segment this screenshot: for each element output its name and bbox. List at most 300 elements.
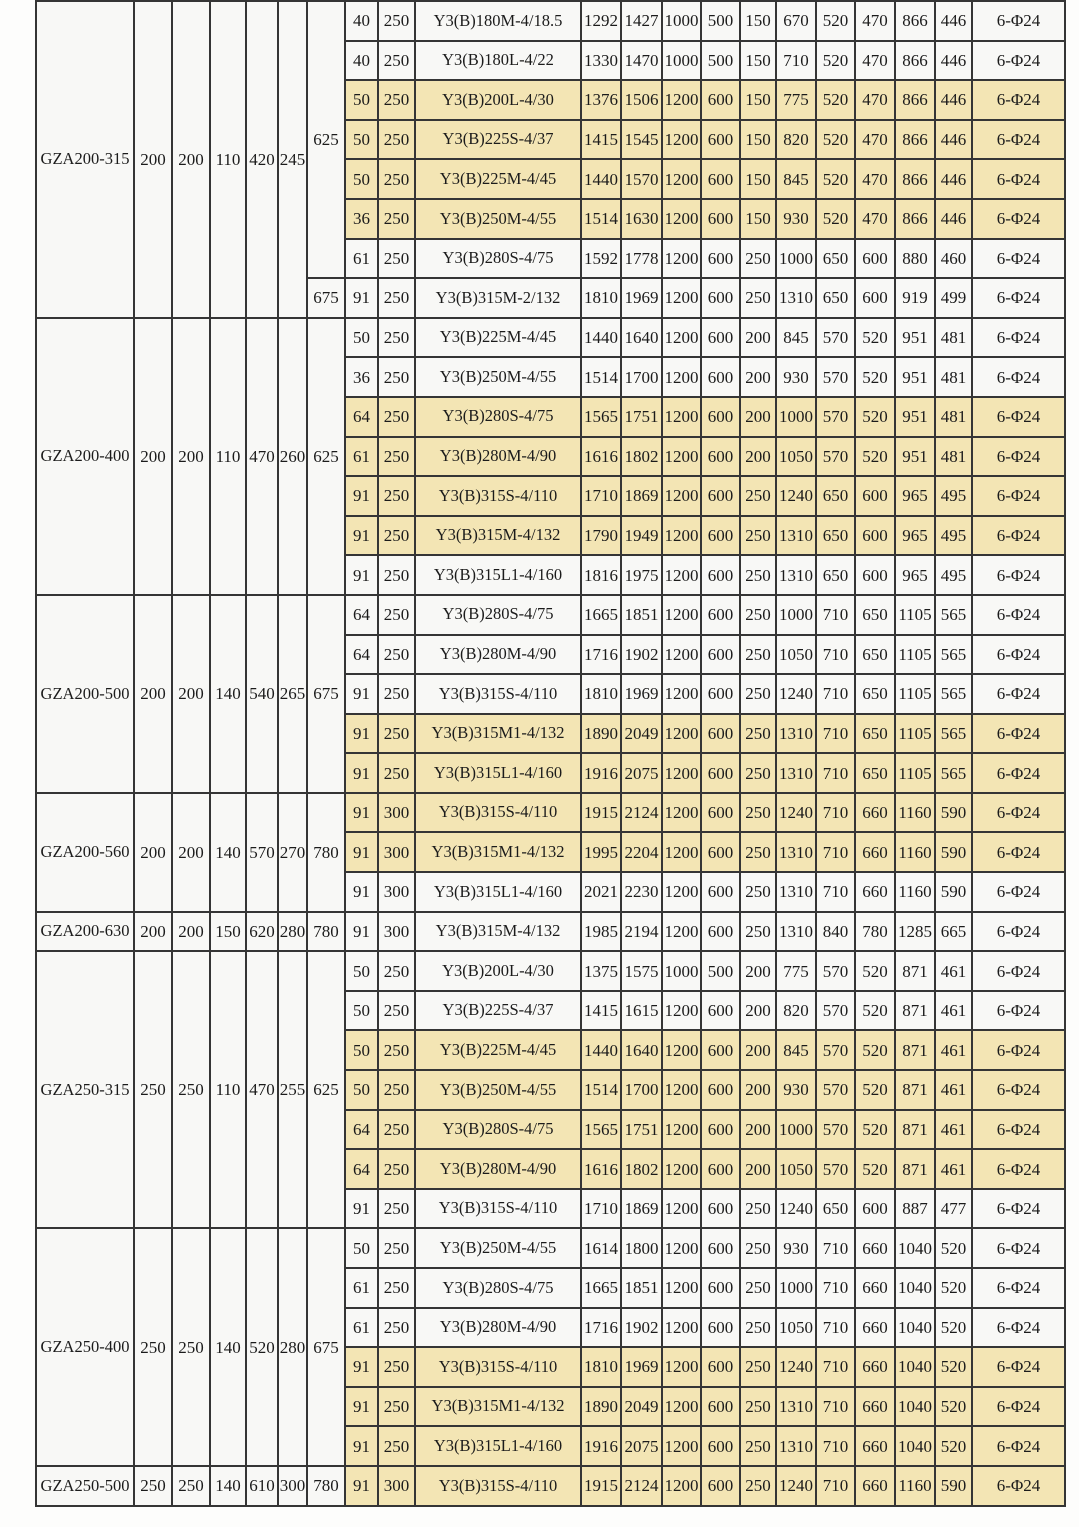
value-cell: 470 xyxy=(855,199,895,239)
dim-cell: 140 xyxy=(210,1228,246,1466)
value-cell: 470 xyxy=(855,41,895,81)
value-cell: 2204 xyxy=(621,832,662,872)
value-cell: 1640 xyxy=(621,318,662,358)
value-cell: 446 xyxy=(935,80,972,120)
dim-cell: 300 xyxy=(278,1466,307,1506)
dim-cell: 150 xyxy=(210,912,246,952)
value-cell: 1415 xyxy=(581,991,621,1031)
motor-cell: Y3(B)280M-4/90 xyxy=(415,1308,581,1348)
value-cell: 965 xyxy=(895,555,935,595)
model-cell: GZA250-500 xyxy=(36,1466,134,1506)
value-cell: 1700 xyxy=(621,357,662,397)
value-cell: 520 xyxy=(935,1308,972,1348)
value-cell: 710 xyxy=(816,674,855,714)
motor-cell: Y3(B)180L-4/22 xyxy=(415,41,581,81)
value-cell: 1995 xyxy=(581,832,621,872)
value-cell: 570 xyxy=(816,1149,855,1189)
motor-cell: Y3(B)280S-4/75 xyxy=(415,239,581,279)
value-cell: 710 xyxy=(816,872,855,912)
value-cell: 570 xyxy=(816,991,855,1031)
value-cell: 1310 xyxy=(776,912,816,952)
value-cell: 1160 xyxy=(895,832,935,872)
value-cell: 1440 xyxy=(581,1030,621,1070)
shaft-cell: 250 xyxy=(378,1070,415,1110)
value-cell: 600 xyxy=(701,1110,740,1150)
value-cell: 1890 xyxy=(581,1387,621,1427)
value-cell: 600 xyxy=(701,793,740,833)
value-cell: 1440 xyxy=(581,159,621,199)
shaft-cell: 250 xyxy=(378,714,415,754)
span-cell: 675 xyxy=(307,1228,345,1466)
value-cell: 1514 xyxy=(581,357,621,397)
value-cell: 1514 xyxy=(581,199,621,239)
value-cell: 200 xyxy=(740,991,776,1031)
dim-cell: 140 xyxy=(210,793,246,912)
shaft-cell: 300 xyxy=(378,872,415,912)
shaft-cell: 250 xyxy=(378,1189,415,1229)
dim-cell: 260 xyxy=(278,318,307,595)
value-cell: 1200 xyxy=(662,674,701,714)
value-cell: 919 xyxy=(895,278,935,318)
value-cell: 1310 xyxy=(776,1387,816,1427)
span-cell: 625 xyxy=(307,318,345,595)
shaft-cell: 250 xyxy=(378,437,415,477)
value-cell: 520 xyxy=(935,1426,972,1466)
span-cell: 675 xyxy=(307,595,345,793)
value-cell: 650 xyxy=(855,674,895,714)
value-cell: 871 xyxy=(895,991,935,1031)
dim-cell: 255 xyxy=(278,951,307,1228)
value-cell: 1751 xyxy=(621,1110,662,1150)
dim-cell: 540 xyxy=(246,595,278,793)
ratio-cell: 91 xyxy=(345,793,378,833)
value-cell: 520 xyxy=(855,1149,895,1189)
value-cell: 6-Φ24 xyxy=(972,674,1065,714)
value-cell: 200 xyxy=(740,397,776,437)
value-cell: 6-Φ24 xyxy=(972,80,1065,120)
shaft-cell: 250 xyxy=(378,1308,415,1348)
value-cell: 600 xyxy=(701,832,740,872)
value-cell: 590 xyxy=(935,1466,972,1506)
table-row xyxy=(36,1228,1065,1268)
span-cell: 625 xyxy=(307,951,345,1228)
value-cell: 930 xyxy=(776,357,816,397)
value-cell: 1200 xyxy=(662,753,701,793)
value-cell: 1050 xyxy=(776,635,816,675)
value-cell: 710 xyxy=(816,595,855,635)
shaft-cell: 250 xyxy=(378,159,415,199)
value-cell: 461 xyxy=(935,951,972,991)
shaft-cell: 250 xyxy=(378,476,415,516)
value-cell: 1200 xyxy=(662,199,701,239)
value-cell: 1292 xyxy=(581,1,621,41)
value-cell: 600 xyxy=(701,1149,740,1189)
value-cell: 1200 xyxy=(662,555,701,595)
value-cell: 600 xyxy=(855,555,895,595)
motor-cell: Y3(B)315S-4/110 xyxy=(415,476,581,516)
dim-cell: 280 xyxy=(278,912,307,952)
value-cell: 6-Φ24 xyxy=(972,1149,1065,1189)
value-cell: 250 xyxy=(740,1426,776,1466)
value-cell: 1240 xyxy=(776,674,816,714)
value-cell: 6-Φ24 xyxy=(972,120,1065,160)
value-cell: 600 xyxy=(701,555,740,595)
value-cell: 570 xyxy=(816,1030,855,1070)
dim-cell: 200 xyxy=(172,1,210,318)
value-cell: 866 xyxy=(895,199,935,239)
value-cell: 600 xyxy=(701,476,740,516)
value-cell: 650 xyxy=(855,595,895,635)
value-cell: 1200 xyxy=(662,437,701,477)
value-cell: 930 xyxy=(776,1228,816,1268)
ratio-cell: 50 xyxy=(345,991,378,1031)
value-cell: 200 xyxy=(740,1149,776,1189)
value-cell: 600 xyxy=(701,1228,740,1268)
value-cell: 1778 xyxy=(621,239,662,279)
value-cell: 710 xyxy=(816,1347,855,1387)
value-cell: 565 xyxy=(935,595,972,635)
motor-cell: Y3(B)225M-4/45 xyxy=(415,1030,581,1070)
value-cell: 1810 xyxy=(581,674,621,714)
value-cell: 1200 xyxy=(662,516,701,556)
ratio-cell: 50 xyxy=(345,951,378,991)
value-cell: 1310 xyxy=(776,555,816,595)
value-cell: 570 xyxy=(816,1070,855,1110)
value-cell: 1200 xyxy=(662,120,701,160)
value-cell: 600 xyxy=(701,1387,740,1427)
value-cell: 470 xyxy=(855,120,895,160)
value-cell: 6-Φ24 xyxy=(972,1387,1065,1427)
value-cell: 600 xyxy=(701,1268,740,1308)
value-cell: 1969 xyxy=(621,1347,662,1387)
value-cell: 965 xyxy=(895,516,935,556)
dim-cell: 280 xyxy=(278,1228,307,1466)
value-cell: 565 xyxy=(935,635,972,675)
ratio-cell: 91 xyxy=(345,1466,378,1506)
value-cell: 600 xyxy=(855,239,895,279)
motor-cell: Y3(B)315L1-4/160 xyxy=(415,753,581,793)
value-cell: 1000 xyxy=(662,1,701,41)
value-cell: 710 xyxy=(816,1426,855,1466)
shaft-cell: 250 xyxy=(378,41,415,81)
motor-cell: Y3(B)315S-4/110 xyxy=(415,1466,581,1506)
shaft-cell: 250 xyxy=(378,1347,415,1387)
value-cell: 866 xyxy=(895,80,935,120)
value-cell: 650 xyxy=(816,476,855,516)
value-cell: 470 xyxy=(855,80,895,120)
value-cell: 845 xyxy=(776,1030,816,1070)
value-cell: 1616 xyxy=(581,437,621,477)
value-cell: 880 xyxy=(895,239,935,279)
value-cell: 1105 xyxy=(895,595,935,635)
value-cell: 710 xyxy=(816,714,855,754)
value-cell: 951 xyxy=(895,437,935,477)
value-cell: 520 xyxy=(816,120,855,160)
table-row xyxy=(36,951,1065,991)
value-cell: 6-Φ24 xyxy=(972,1110,1065,1150)
value-cell: 1200 xyxy=(662,1030,701,1070)
dim-cell: 250 xyxy=(172,951,210,1228)
value-cell: 6-Φ24 xyxy=(972,595,1065,635)
value-cell: 1200 xyxy=(662,318,701,358)
shaft-cell: 250 xyxy=(378,397,415,437)
value-cell: 6-Φ24 xyxy=(972,714,1065,754)
value-cell: 520 xyxy=(855,1030,895,1070)
value-cell: 820 xyxy=(776,120,816,160)
ratio-cell: 64 xyxy=(345,635,378,675)
value-cell: 951 xyxy=(895,397,935,437)
value-cell: 250 xyxy=(740,872,776,912)
value-cell: 1985 xyxy=(581,912,621,952)
value-cell: 461 xyxy=(935,1149,972,1189)
value-cell: 481 xyxy=(935,318,972,358)
value-cell: 1285 xyxy=(895,912,935,952)
value-cell: 650 xyxy=(855,753,895,793)
value-cell: 866 xyxy=(895,120,935,160)
value-cell: 710 xyxy=(816,1387,855,1427)
value-cell: 499 xyxy=(935,278,972,318)
value-cell: 1040 xyxy=(895,1308,935,1348)
motor-cell: Y3(B)315S-4/110 xyxy=(415,1189,581,1229)
value-cell: 6-Φ24 xyxy=(972,476,1065,516)
value-cell: 1200 xyxy=(662,595,701,635)
value-cell: 6-Φ24 xyxy=(972,1189,1065,1229)
value-cell: 887 xyxy=(895,1189,935,1229)
value-cell: 570 xyxy=(816,1110,855,1150)
value-cell: 200 xyxy=(740,1110,776,1150)
motor-cell: Y3(B)315S-4/110 xyxy=(415,1347,581,1387)
value-cell: 6-Φ24 xyxy=(972,516,1065,556)
ratio-cell: 50 xyxy=(345,80,378,120)
dim-cell: 420 xyxy=(246,1,278,318)
dim-cell: 245 xyxy=(278,1,307,318)
model-cell: GZA200-500 xyxy=(36,595,134,793)
value-cell: 1200 xyxy=(662,1268,701,1308)
value-cell: 1869 xyxy=(621,1189,662,1229)
shaft-cell: 250 xyxy=(378,516,415,556)
shaft-cell: 250 xyxy=(378,239,415,279)
value-cell: 1040 xyxy=(895,1347,935,1387)
value-cell: 1200 xyxy=(662,159,701,199)
motor-cell: Y3(B)315M-4/132 xyxy=(415,912,581,952)
value-cell: 660 xyxy=(855,872,895,912)
value-cell: 150 xyxy=(740,1,776,41)
value-cell: 590 xyxy=(935,872,972,912)
value-cell: 1310 xyxy=(776,278,816,318)
value-cell: 600 xyxy=(701,674,740,714)
dim-cell: 200 xyxy=(134,318,172,595)
value-cell: 6-Φ24 xyxy=(972,991,1065,1031)
value-cell: 2049 xyxy=(621,1387,662,1427)
value-cell: 710 xyxy=(816,753,855,793)
value-cell: 1200 xyxy=(662,793,701,833)
value-cell: 600 xyxy=(701,120,740,160)
value-cell: 1200 xyxy=(662,714,701,754)
value-cell: 1200 xyxy=(662,991,701,1031)
ratio-cell: 64 xyxy=(345,1110,378,1150)
value-cell: 2075 xyxy=(621,1426,662,1466)
ratio-cell: 40 xyxy=(345,1,378,41)
motor-cell: Y3(B)315L1-4/160 xyxy=(415,1426,581,1466)
value-cell: 1000 xyxy=(776,1268,816,1308)
value-cell: 495 xyxy=(935,555,972,595)
value-cell: 461 xyxy=(935,1070,972,1110)
dim-cell: 250 xyxy=(172,1228,210,1466)
motor-cell: Y3(B)280S-4/75 xyxy=(415,1110,581,1150)
value-cell: 250 xyxy=(740,1466,776,1506)
value-cell: 481 xyxy=(935,397,972,437)
dim-cell: 200 xyxy=(172,595,210,793)
value-cell: 1949 xyxy=(621,516,662,556)
value-cell: 520 xyxy=(935,1228,972,1268)
ratio-cell: 91 xyxy=(345,872,378,912)
value-cell: 1240 xyxy=(776,476,816,516)
value-cell: 1040 xyxy=(895,1268,935,1308)
value-cell: 1310 xyxy=(776,753,816,793)
value-cell: 500 xyxy=(701,951,740,991)
shaft-cell: 250 xyxy=(378,1426,415,1466)
value-cell: 1565 xyxy=(581,397,621,437)
value-cell: 871 xyxy=(895,1110,935,1150)
table-row xyxy=(36,793,1065,833)
motor-cell: Y3(B)315M1-4/132 xyxy=(415,714,581,754)
value-cell: 1710 xyxy=(581,476,621,516)
value-cell: 710 xyxy=(816,832,855,872)
motor-cell: Y3(B)280M-4/90 xyxy=(415,437,581,477)
value-cell: 1790 xyxy=(581,516,621,556)
model-cell: GZA200-560 xyxy=(36,793,134,912)
value-cell: 1810 xyxy=(581,278,621,318)
value-cell: 1665 xyxy=(581,1268,621,1308)
model-cell: GZA200-400 xyxy=(36,318,134,595)
value-cell: 250 xyxy=(740,476,776,516)
value-cell: 1800 xyxy=(621,1228,662,1268)
shaft-cell: 250 xyxy=(378,357,415,397)
value-cell: 250 xyxy=(740,714,776,754)
ratio-cell: 91 xyxy=(345,1189,378,1229)
value-cell: 520 xyxy=(855,1110,895,1150)
value-cell: 520 xyxy=(855,397,895,437)
value-cell: 250 xyxy=(740,516,776,556)
value-cell: 1330 xyxy=(581,41,621,81)
value-cell: 1810 xyxy=(581,1347,621,1387)
value-cell: 570 xyxy=(816,357,855,397)
dim-cell: 520 xyxy=(246,1228,278,1466)
value-cell: 200 xyxy=(740,357,776,397)
value-cell: 6-Φ24 xyxy=(972,753,1065,793)
ratio-cell: 64 xyxy=(345,1149,378,1189)
motor-cell: Y3(B)200L-4/30 xyxy=(415,951,581,991)
value-cell: 1200 xyxy=(662,1466,701,1506)
value-cell: 2230 xyxy=(621,872,662,912)
value-cell: 660 xyxy=(855,1347,895,1387)
span-cell: 780 xyxy=(307,1466,345,1506)
value-cell: 820 xyxy=(776,991,816,1031)
motor-dimension-table xyxy=(35,0,1066,1507)
value-cell: 600 xyxy=(701,159,740,199)
value-cell: 200 xyxy=(740,437,776,477)
dim-cell: 610 xyxy=(246,1466,278,1506)
motor-cell: Y3(B)225S-4/37 xyxy=(415,120,581,160)
value-cell: 1160 xyxy=(895,872,935,912)
ratio-cell: 36 xyxy=(345,199,378,239)
value-cell: 250 xyxy=(740,278,776,318)
value-cell: 446 xyxy=(935,41,972,81)
value-cell: 150 xyxy=(740,159,776,199)
shaft-cell: 300 xyxy=(378,832,415,872)
value-cell: 6-Φ24 xyxy=(972,1,1065,41)
value-cell: 600 xyxy=(855,278,895,318)
value-cell: 446 xyxy=(935,1,972,41)
value-cell: 650 xyxy=(816,1189,855,1229)
value-cell: 710 xyxy=(816,1308,855,1348)
value-cell: 500 xyxy=(701,41,740,81)
value-cell: 1310 xyxy=(776,1426,816,1466)
ratio-cell: 61 xyxy=(345,437,378,477)
value-cell: 1710 xyxy=(581,1189,621,1229)
value-cell: 2075 xyxy=(621,753,662,793)
value-cell: 710 xyxy=(816,1268,855,1308)
value-cell: 600 xyxy=(701,437,740,477)
dim-cell: 250 xyxy=(134,1228,172,1466)
value-cell: 710 xyxy=(776,41,816,81)
value-cell: 461 xyxy=(935,1030,972,1070)
value-cell: 1575 xyxy=(621,951,662,991)
ratio-cell: 61 xyxy=(345,1268,378,1308)
ratio-cell: 91 xyxy=(345,832,378,872)
value-cell: 446 xyxy=(935,199,972,239)
motor-cell: Y3(B)315M-2/132 xyxy=(415,278,581,318)
value-cell: 250 xyxy=(740,1387,776,1427)
value-cell: 1200 xyxy=(662,476,701,516)
value-cell: 1050 xyxy=(776,1308,816,1348)
ratio-cell: 64 xyxy=(345,397,378,437)
motor-cell: Y3(B)280S-4/75 xyxy=(415,595,581,635)
ratio-cell: 50 xyxy=(345,1030,378,1070)
value-cell: 600 xyxy=(701,753,740,793)
value-cell: 1000 xyxy=(776,595,816,635)
shaft-cell: 250 xyxy=(378,120,415,160)
span-cell: 625 xyxy=(307,1,345,278)
value-cell: 600 xyxy=(701,1426,740,1466)
table-row xyxy=(36,1,1065,41)
value-cell: 650 xyxy=(855,635,895,675)
motor-cell: Y3(B)315M1-4/132 xyxy=(415,1387,581,1427)
value-cell: 660 xyxy=(855,793,895,833)
dim-cell: 200 xyxy=(134,1,172,318)
value-cell: 1310 xyxy=(776,872,816,912)
dim-cell: 265 xyxy=(278,595,307,793)
value-cell: 1040 xyxy=(895,1228,935,1268)
table-row xyxy=(36,1466,1065,1506)
ratio-cell: 64 xyxy=(345,595,378,635)
value-cell: 1570 xyxy=(621,159,662,199)
value-cell: 495 xyxy=(935,516,972,556)
value-cell: 520 xyxy=(855,357,895,397)
value-cell: 6-Φ24 xyxy=(972,357,1065,397)
value-cell: 775 xyxy=(776,951,816,991)
value-cell: 461 xyxy=(935,1110,972,1150)
value-cell: 1040 xyxy=(895,1426,935,1466)
ratio-cell: 91 xyxy=(345,753,378,793)
value-cell: 1916 xyxy=(581,753,621,793)
motor-cell: Y3(B)280M-4/90 xyxy=(415,1149,581,1189)
motor-cell: Y3(B)225M-4/45 xyxy=(415,318,581,358)
motor-cell: Y3(B)315S-4/110 xyxy=(415,793,581,833)
ratio-cell: 50 xyxy=(345,120,378,160)
value-cell: 200 xyxy=(740,1030,776,1070)
value-cell: 590 xyxy=(935,832,972,872)
